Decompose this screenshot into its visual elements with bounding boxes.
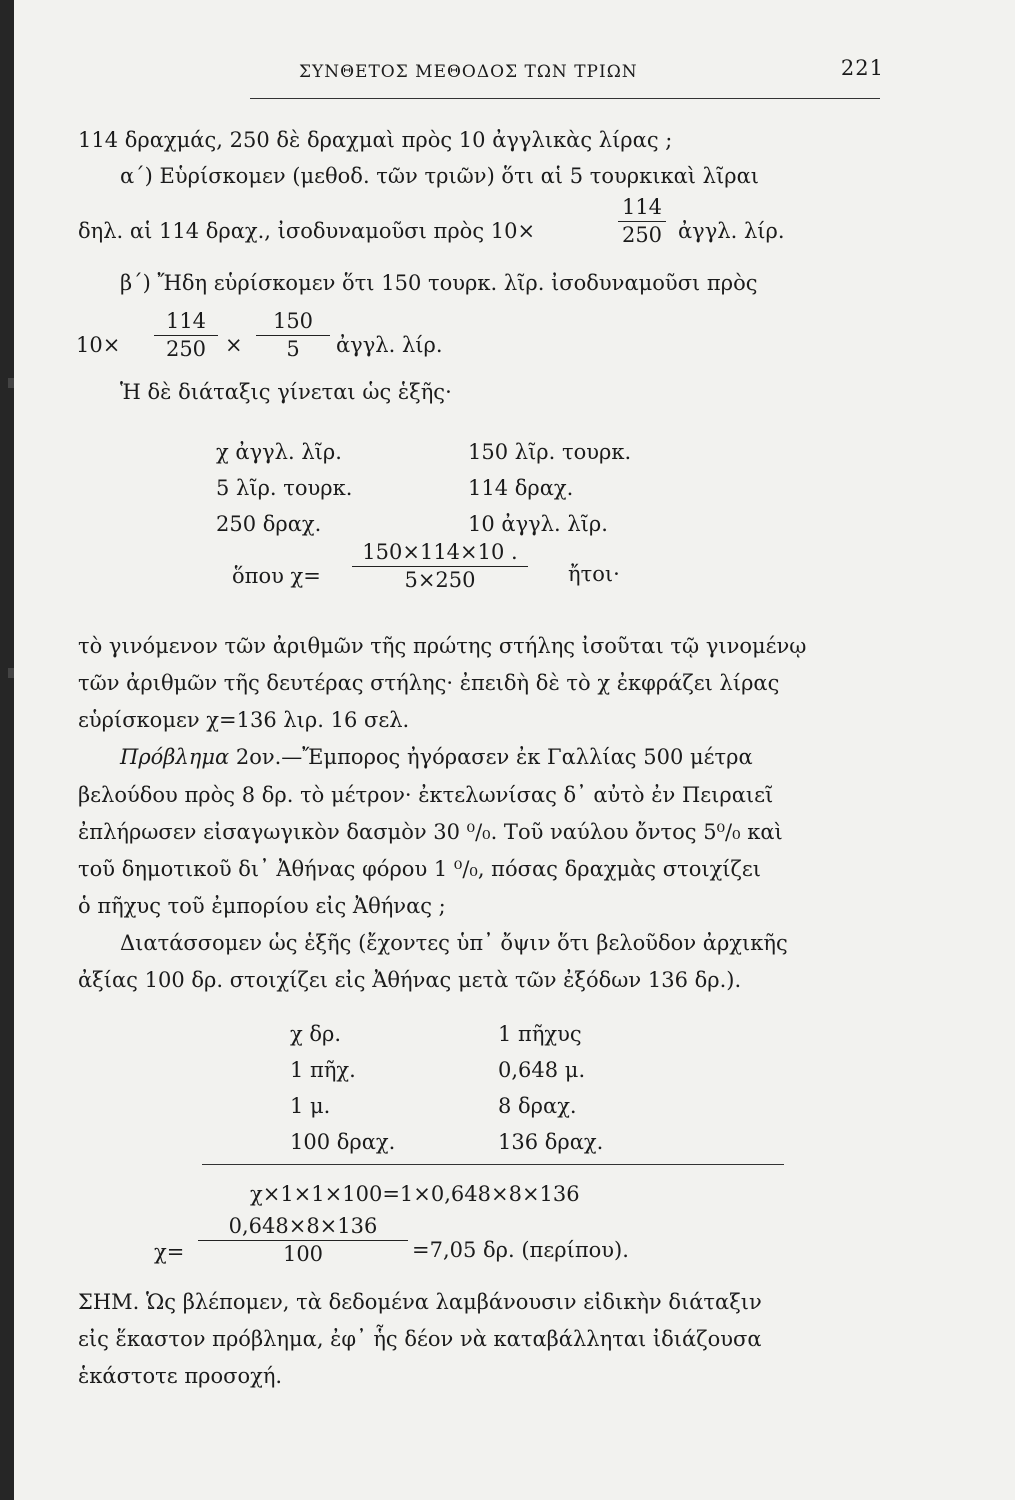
text-line: ἀγγλ. λίρ. bbox=[678, 219, 785, 243]
text-line: ἀξίας 100 δρ. στοιχίζει εἰς Ἀθήνας μετὰ τῶν ἐξόδων 136 δρ.). bbox=[78, 968, 742, 992]
table1-right-column bbox=[468, 434, 631, 542]
text-line: β΄) Ἤδη εὑρίσκομεν ὅτι 150 τουρκ. λῖρ. ἰσοδυναμοῦσι πρὸς bbox=[120, 271, 758, 295]
text-line: χ= bbox=[154, 1240, 185, 1264]
fraction-114-250: 114 250 bbox=[154, 309, 218, 362]
text-line: ἤτοι· bbox=[568, 562, 620, 586]
text-line: ἀγγλ. λίρ. bbox=[336, 333, 443, 357]
book-spine-edge bbox=[0, 0, 14, 1500]
fraction-equation-1: 150×114×10 . 5×250 bbox=[352, 540, 528, 593]
table2-left-column bbox=[290, 1016, 395, 1160]
text-line: εἰς ἕκαστον πρόβλημα, ἐφ᾽ ἧς δέον νὰ καταβάλληται ἰδιάζουσα bbox=[78, 1327, 762, 1351]
table2-right-column bbox=[498, 1016, 603, 1160]
header-rule bbox=[250, 98, 880, 99]
table1-cell: 250 δραχ. bbox=[216, 512, 322, 536]
text-line: τὸ γινόμενον τῶν ἀριθμῶν τῆς πρώτης στήλης ἰσοῦται τῷ γινομένῳ bbox=[78, 634, 807, 658]
text-line bbox=[120, 745, 753, 770]
text-line: α΄) Εὑρίσκομεν (μεθοδ. τῶν τριῶν) ὅτι αἱ 5 τουρκικαὶ λῖραι bbox=[120, 164, 759, 188]
table1-cell: 5 λῖρ. τουρκ. bbox=[216, 476, 353, 500]
text-line: δηλ. αἱ 114 δραχ., ἰσοδυναμοῦσι πρὸς 10× bbox=[78, 219, 536, 243]
text-line: ἑκάστοτε προσοχή. bbox=[78, 1364, 283, 1388]
table-rule bbox=[202, 1164, 784, 1165]
table2-cell: 1 μ. bbox=[290, 1094, 331, 1118]
table2-cell: χ δρ. bbox=[290, 1022, 342, 1046]
text-line: ΣΗΜ. Ὡς βλέπομεν, τὰ δεδομένα λαμβάνουσιν εἰδικὴν διάταξιν bbox=[78, 1290, 762, 1314]
table2-cell: 136 δραχ. bbox=[498, 1130, 604, 1154]
text-line: ὅπου χ= bbox=[232, 564, 321, 588]
text-line: Διατάσσομεν ὡς ἑξῆς (ἔχοντες ὑπ᾽ ὄψιν ὅτι βελοῦδον ἀρχικῆς bbox=[120, 931, 788, 955]
text-line: ὁ πῆχυς τοῦ ἐμπορίου εἰς Ἀθήνας ; bbox=[78, 894, 446, 918]
text-line: 114 δραχμάς, 250 δὲ δραχμαὶ πρὸς 10 ἀγγλικὰς λίρας ; bbox=[78, 128, 673, 152]
fraction-150-5: 150 5 bbox=[256, 309, 330, 362]
table1-cell: 10 ἀγγλ. λῖρ. bbox=[468, 512, 608, 536]
text-span: 2ον.—Ἔμπορος ἠγόρασεν ἐκ Γαλλίας 500 μέτρα bbox=[235, 745, 753, 769]
fraction-equation-3: 0,648×8×136 100 bbox=[198, 1214, 408, 1267]
table1-left-column bbox=[216, 434, 352, 542]
problem-label: Πρόβλημα bbox=[120, 745, 230, 769]
text-line: ἐπλήρωσεν εἰσαγωγικὸν δασμὸν 30 ⁰/₀. Τοῦ ναύλου ὄντος 5⁰/₀ καὶ bbox=[78, 820, 783, 844]
table2-cell: 1 πῆχυς bbox=[498, 1022, 582, 1046]
table1-cell: χ ἀγγλ. λῖρ. bbox=[216, 440, 342, 464]
text-line: τοῦ δημοτικοῦ δι᾽ Ἀθήνας φόρου 1 ⁰/₀, πόσας δραχμὰς στοιχίζει bbox=[78, 857, 762, 881]
text-line: Ἡ δὲ διάταξις γίνεται ὡς ἑξῆς· bbox=[120, 380, 452, 404]
page-number: 221 bbox=[840, 56, 884, 80]
equation-line: χ×1×1×100=1×0,648×8×136 bbox=[250, 1182, 580, 1206]
table1-cell: 150 λῖρ. τουρκ. bbox=[468, 440, 632, 464]
table2-cell: 0,648 μ. bbox=[498, 1058, 586, 1082]
running-title: ΣΥΝΘΕΤΟΣ ΜΕΘΟΔΟΣ ΤΩΝ ΤΡΙΩΝ bbox=[299, 62, 638, 82]
table1-cell: 114 δραχ. bbox=[468, 476, 574, 500]
table2-cell: 8 δραχ. bbox=[498, 1094, 577, 1118]
fraction-114-250: 114 250 bbox=[618, 195, 666, 248]
text-line: βελούδου πρὸς 8 δρ. τὸ μέτρον· ἐκτελωνίσας δ᾽ αὐτὸ ἐν Πειραιεῖ bbox=[78, 783, 774, 807]
text-line: τῶν ἀριθμῶν τῆς δευτέρας στήλης· ἐπειδὴ δὲ τὸ χ ἐκφράζει λίρας bbox=[78, 671, 780, 695]
table2-cell: 100 δραχ. bbox=[290, 1130, 396, 1154]
times-sign: × bbox=[225, 333, 243, 357]
table2-cell: 1 πῆχ. bbox=[290, 1058, 356, 1082]
book-page bbox=[14, 0, 1015, 1500]
text-line: 10× bbox=[76, 333, 121, 357]
text-line: εὑρίσκομεν χ=136 λιρ. 16 σελ. bbox=[78, 708, 410, 732]
text-line: =7,05 δρ. (περίπου). bbox=[412, 1238, 629, 1262]
